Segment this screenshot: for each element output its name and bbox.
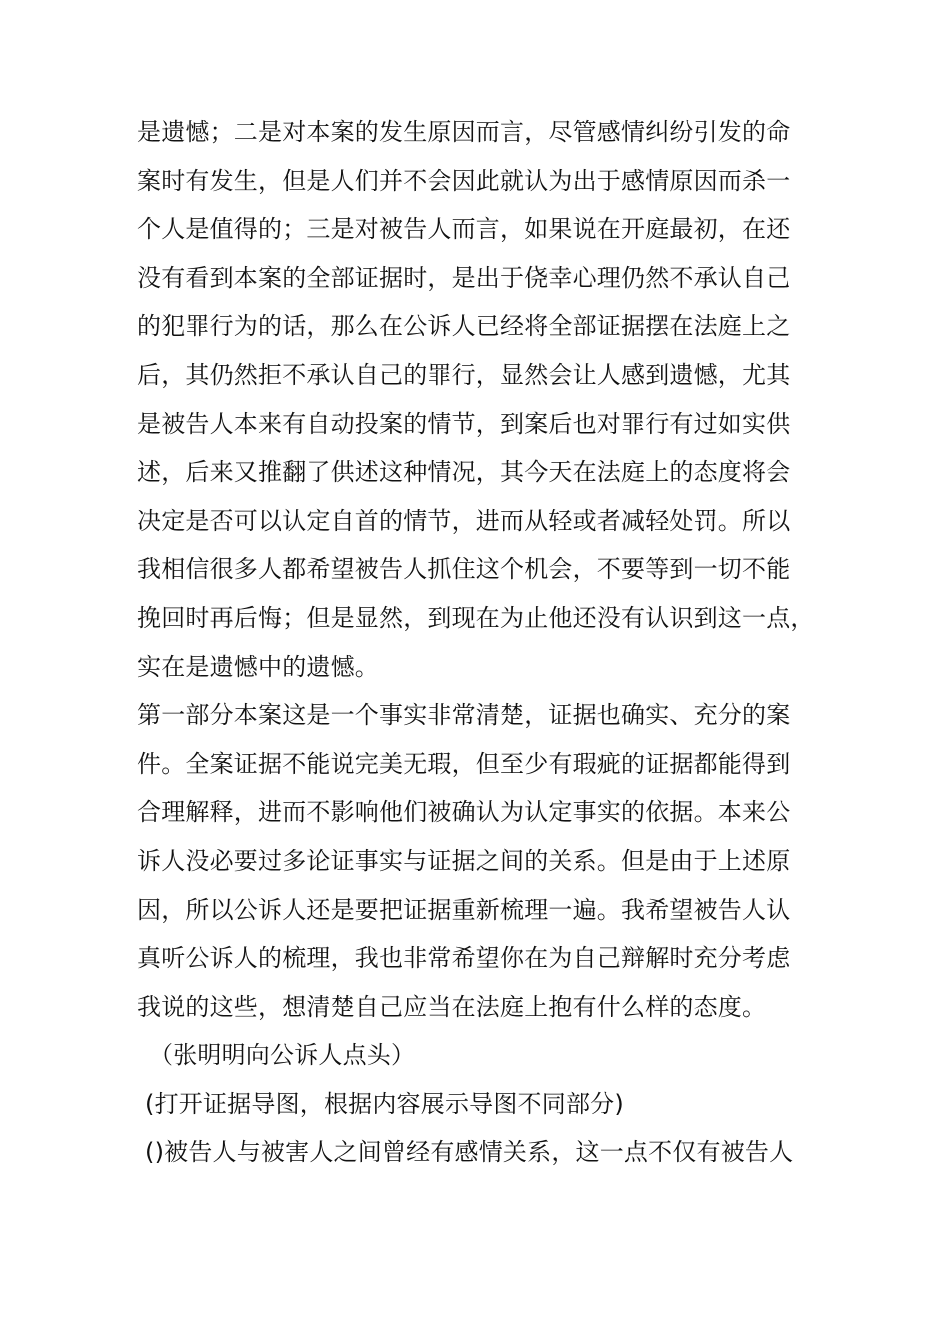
text-line: 我说的这些，想清楚自己应当在法庭上抱有什么样的态度。	[137, 992, 767, 1021]
text-line: 是被告人本来有自动投案的情节，到案后也对罪行有过如实供	[137, 409, 791, 438]
text-line: 述，后来又推翻了供述这种情况，其今天在法庭上的态度将会	[137, 458, 791, 487]
text-line: 是遗憾；二是对本案的发生原因而言，尽管感情纠纷引发的命	[137, 118, 791, 146]
text-line: 实在是遗憾中的遗憾。	[137, 652, 379, 681]
text-line: 第一部分本案这是一个事实非常清楚，证据也确实、充分的案	[137, 701, 791, 730]
text-line: 的犯罪行为的话，那么在公诉人已经将全部证据摆在法庭上之	[137, 312, 791, 341]
text-line: 件。全案证据不能说完美无瑕，但至少有瑕疵的证据都能得到	[137, 749, 791, 778]
text-line: 真听公诉人的梳理，我也非常希望你在为自己辩解时充分考虑	[137, 944, 791, 973]
text-line: ()被告人与被害人之间曾经有感情关系，这一点不仅有被告人	[145, 1138, 794, 1167]
text-line: 因，所以公诉人还是要把证据重新梳理一遍。我希望被告人认	[137, 895, 791, 924]
text-line: 挽回时再后悔；但是显然，到现在为止他还没有认识到这一点，	[137, 603, 815, 632]
document-body	[137, 108, 837, 1177]
text-line: 我相信很多人都希望被告人抓住这个机会，不要等到一切不能	[137, 555, 791, 584]
text-line: 个人是值得的；三是对被告人而言，如果说在开庭最初，在还	[137, 215, 791, 244]
text-line: 案时有发生，但是人们并不会因此就认为出于感情原因而杀一	[137, 166, 791, 195]
text-line: 后，其仍然拒不承认自己的罪行，显然会让人感到遗憾，尤其	[137, 360, 791, 389]
text-line: 没有看到本案的全部证据时，是出于侥幸心理仍然不承认自己	[137, 263, 791, 292]
text-line: 决定是否可以认定自首的情节，进而从轻或者减轻处罚。所以	[137, 506, 791, 535]
stage-direction-line: （张明明向公诉人点头）	[149, 1041, 416, 1070]
text-line: 诉人没必要过多论证事实与证据之间的关系。但是由于上述原	[137, 846, 791, 875]
text-line: 合理解释，进而不影响他们被确认为认定事实的依据。本来公	[137, 798, 791, 827]
stage-direction-line: (打开证据导图，根据内容展示导图不同部分)	[145, 1089, 624, 1118]
